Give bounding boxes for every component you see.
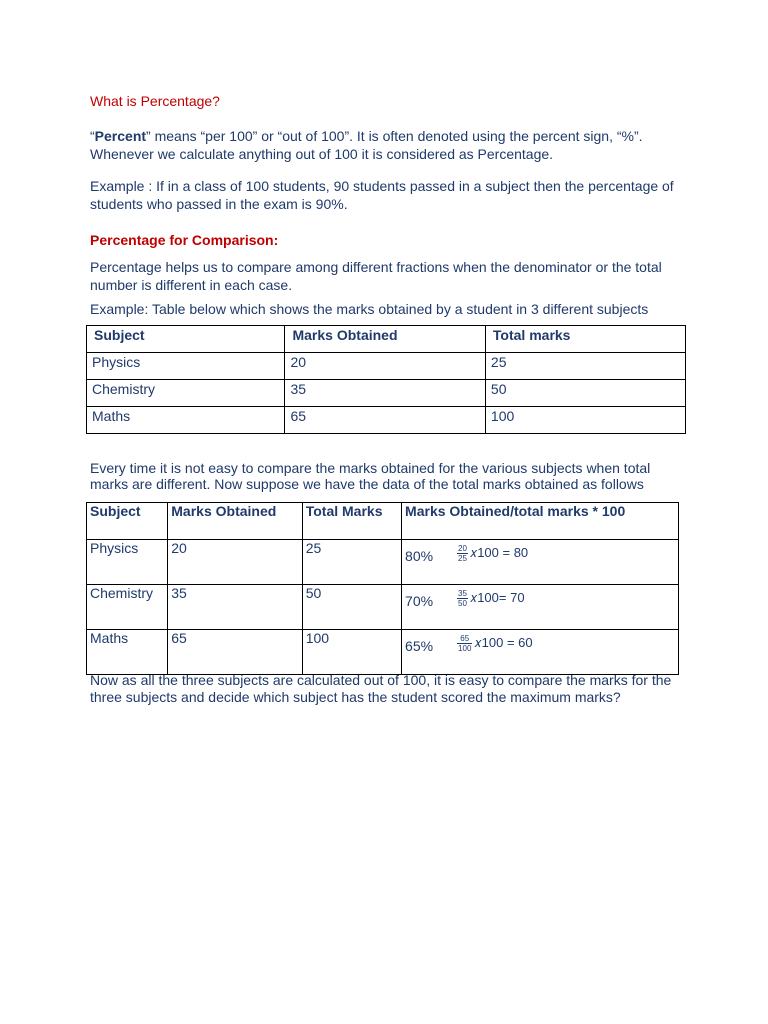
fraction	[457, 589, 468, 608]
comparison-line-2: number is different in each case.	[90, 277, 293, 293]
table-cell: 65	[285, 407, 485, 434]
table-cell: 100	[485, 407, 685, 434]
page-title: What is Percentage?	[90, 93, 220, 109]
conclusion-line-2: three subjects and decide which subject has the student scored the maximum marks?	[90, 689, 621, 705]
table-header-row	[87, 326, 686, 353]
middle-paragraph	[90, 460, 680, 492]
section-heading-comparison: Percentage for Comparison:	[90, 232, 279, 248]
table-cell	[402, 630, 679, 675]
table-header: Subject	[87, 503, 168, 540]
table-cell	[402, 540, 679, 585]
percent-value: 80%	[405, 548, 434, 564]
calc-cell	[405, 542, 678, 564]
fraction	[457, 544, 468, 563]
table-cell: 20	[285, 353, 485, 380]
intro-paragraph	[90, 127, 680, 163]
table-cell: 35	[285, 380, 485, 407]
table-cell: Physics	[87, 540, 168, 585]
example-line-1: Example : If in a class of 100 students, 90 students passed in a subject then the percentage of	[90, 178, 674, 194]
fraction-denominator: 25	[458, 553, 467, 563]
table-cell: 25	[485, 353, 685, 380]
table-header-row	[87, 503, 679, 540]
table-cell: 20	[168, 540, 302, 585]
table-row	[87, 540, 679, 585]
percent-value: 70%	[405, 593, 434, 609]
intro-line-1: “Percent” means “per 100” or “out of 100”. It is often denoted using the percent sign, “%”.	[90, 128, 643, 144]
calc-cell	[405, 632, 678, 654]
intro-line-1-text: ” means “per 100” or “out of 100”. It is often denoted using the percent sign, “%”.	[146, 128, 643, 144]
table-header: Subject	[87, 326, 285, 353]
calc-cell	[405, 587, 678, 609]
table-header: Marks Obtained	[168, 503, 302, 540]
calc-expression: 𝑥100 = 80	[469, 545, 529, 560]
fraction	[457, 634, 472, 653]
table-header: Total marks	[485, 326, 685, 353]
fraction-numerator: 35	[458, 588, 467, 598]
conclusion-line-1: Now as all the three subjects are calculated out of 100, it is easy to compare the marks for the	[90, 672, 672, 688]
table1-caption: Example: Table below which shows the marks obtained by a student in 3 different subjects	[90, 301, 649, 317]
percent-term: Percent	[94, 128, 147, 144]
table-header: Total Marks	[302, 503, 401, 540]
calc-expression: 𝑥100= 70	[469, 590, 525, 605]
table-cell: Physics	[87, 353, 285, 380]
table-row	[87, 353, 686, 380]
table-row	[87, 380, 686, 407]
fraction-numerator: 65	[457, 634, 472, 644]
table-cell: Maths	[87, 630, 168, 675]
table-cell: 100	[302, 630, 401, 675]
example-line-2: students who passed in the exam is 90%.	[90, 196, 348, 212]
fraction-denominator: 50	[458, 598, 467, 608]
percentage-table	[86, 502, 679, 675]
comparison-paragraph	[90, 258, 680, 294]
fraction-denominator: 100	[458, 643, 472, 653]
table-row	[87, 630, 679, 675]
table-cell: 25	[302, 540, 401, 585]
table-cell: Maths	[87, 407, 285, 434]
conclusion-paragraph	[90, 672, 680, 706]
table-cell: Chemistry	[87, 585, 168, 630]
calc-expression: 𝑥100 = 60	[474, 635, 533, 650]
example-paragraph	[90, 177, 680, 213]
table-row	[87, 585, 679, 630]
table-cell: Chemistry	[87, 380, 285, 407]
marks-table	[86, 325, 686, 434]
table-header: Marks Obtained	[285, 326, 485, 353]
middle-line-2: marks are different. Now suppose we have the data of the total marks obtained as follows	[90, 476, 644, 492]
comparison-line-1: Percentage helps us to compare among different fractions when the denominator or the total	[90, 259, 662, 275]
table-row	[87, 407, 686, 434]
table-cell: 35	[168, 585, 302, 630]
table-cell: 65	[168, 630, 302, 675]
table-cell: 50	[485, 380, 685, 407]
percent-value: 65%	[405, 638, 434, 654]
table-cell	[402, 585, 679, 630]
fraction-numerator: 20	[458, 543, 467, 553]
table-header: Marks Obtained/total marks * 100	[402, 503, 679, 540]
intro-line-2: Whenever we calculate anything out of 100 it is considered as Percentage.	[90, 146, 554, 162]
middle-line-1: Every time it is not easy to compare the marks obtained for the various subjects when total	[90, 460, 651, 476]
table-cell: 50	[302, 585, 401, 630]
